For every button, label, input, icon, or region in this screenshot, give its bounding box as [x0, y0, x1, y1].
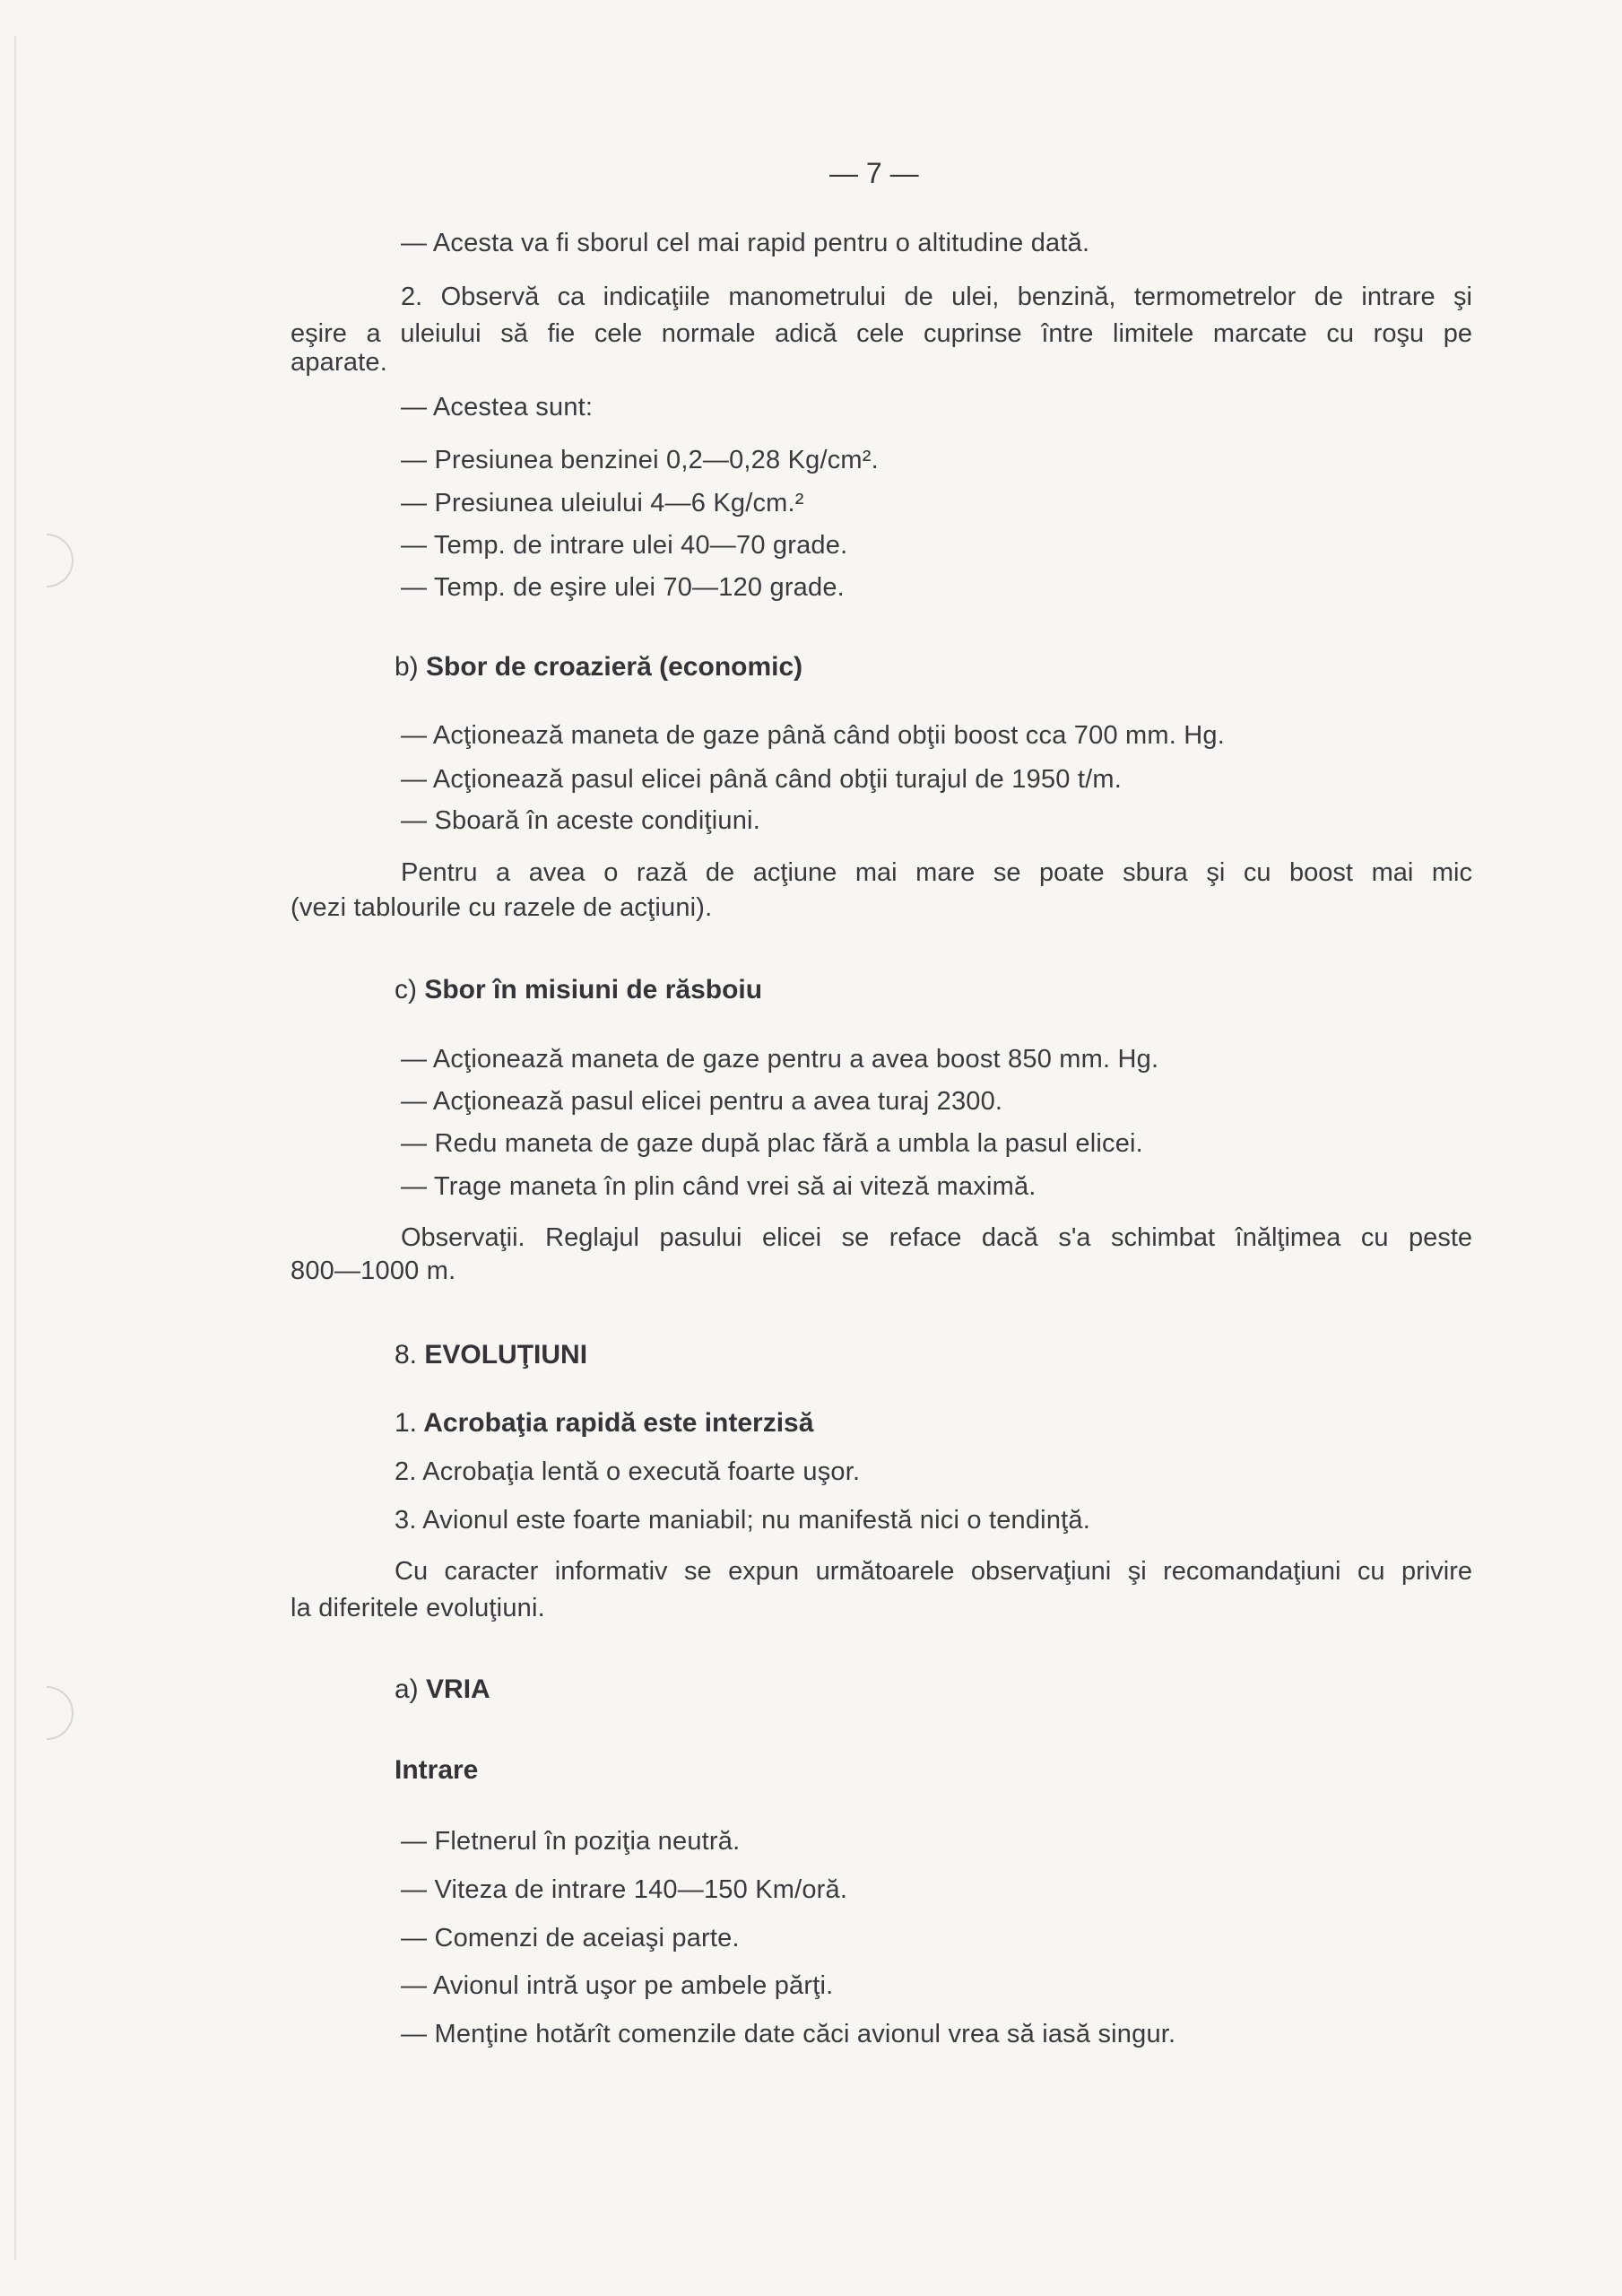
- list-item: — Temp. de intrare ulei 40—70 grade.: [401, 531, 848, 560]
- paragraph-line: la diferitele evoluţiuni.: [291, 1594, 545, 1622]
- paragraph-line: 800—1000 m.: [291, 1257, 456, 1285]
- paragraph-line: eşire a uleiului să fie cele normale adică cele cuprinse între limitele marcate cu roşu pe: [291, 319, 1472, 348]
- numbered-item: [395, 1406, 813, 1440]
- paragraph-line: 2. Observă ca indicaţiile manometrului de ulei, benzină, termometrelor de intrare şi: [401, 283, 1472, 311]
- paragraph-line: (vezi tablourile cu razele de acţiuni).: [291, 893, 713, 922]
- item-text: Acrobaţia rapidă este interzisă: [423, 1408, 814, 1438]
- heading-prefix: a): [395, 1674, 419, 1704]
- list-intro: — Acestea sunt:: [401, 393, 594, 422]
- heading-text: Sbor de croazieră (economic): [426, 652, 803, 682]
- list-item: — Trage maneta în plin când vrei să ai viteză maximă.: [401, 1172, 1037, 1201]
- heading-text: Sbor în misiuni de răsboiu: [424, 975, 763, 1004]
- paragraph-line: Observaţii. Reglajul pasului elicei se reface dacă s'a schimbat înălţimea cu peste: [401, 1223, 1472, 1252]
- paragraph-line: Cu caracter informativ se expun următoarele observaţiuni şi recomandaţiuni cu privire: [395, 1557, 1472, 1586]
- punch-hole-mark: [47, 534, 74, 587]
- subsection-heading: Intrare: [395, 1755, 479, 1785]
- numbered-item: 3. Avionul este foarte maniabil; nu manifestă nici o tendinţă.: [395, 1506, 1091, 1535]
- list-item: — Fletnerul în poziţia neutră.: [401, 1827, 741, 1856]
- heading-text: EVOLUŢIUNI: [424, 1340, 588, 1370]
- list-item: — Acţionează pasul elicei până când obţii turajul de 1950 t/m.: [401, 765, 1122, 794]
- punch-hole-mark: [47, 1686, 74, 1740]
- section-heading: [395, 973, 762, 1007]
- list-item: — Menţine hotărît comenzile date căci avionul vrea să iasă singur.: [401, 2020, 1176, 2048]
- list-item: — Viteza de intrare 140—150 Km/oră.: [401, 1875, 848, 1904]
- list-item: — Comenzi de aceiaşi parte.: [401, 1924, 740, 1952]
- heading-text: VRIA: [426, 1674, 490, 1704]
- list-item: — Sboară în aceste condiţiuni.: [401, 806, 760, 835]
- heading-prefix: c): [395, 975, 417, 1004]
- section-heading: [395, 1338, 587, 1372]
- list-item: — Acţionează maneta de gaze pentru a avea boost 850 mm. Hg.: [401, 1045, 1159, 1074]
- numbered-item: 2. Acrobaţia lentă o execută foarte uşor.: [395, 1457, 861, 1486]
- section-heading: [395, 1673, 490, 1707]
- heading-prefix: b): [395, 652, 419, 682]
- text-line: — Acesta va fi sborul cel mai rapid pentru o altitudine dată.: [401, 229, 1090, 257]
- list-item: — Redu maneta de gaze după plac fără a umbla la pasul elicei.: [401, 1129, 1143, 1158]
- item-number: 1.: [395, 1408, 418, 1438]
- paragraph-line: aparate.: [291, 348, 388, 377]
- list-item: — Avionul intră uşor pe ambele părţi.: [401, 1971, 834, 2000]
- list-item: — Acţionează maneta de gaze până când obţii boost cca 700 mm. Hg.: [401, 721, 1225, 750]
- paragraph-line: Pentru a avea o rază de acţiune mai mare se poate sbura şi cu boost mai mic: [401, 858, 1472, 887]
- list-item: — Temp. de eşire ulei 70—120 grade.: [401, 573, 845, 602]
- binding-edge: [14, 36, 16, 2260]
- list-item: — Presiunea benzinei 0,2—0,28 Kg/cm².: [401, 446, 879, 474]
- list-item: — Presiunea uleiului 4—6 Kg/cm.²: [401, 489, 804, 517]
- heading-prefix: 8.: [395, 1340, 418, 1370]
- list-item: — Acţionează pasul elicei pentru a avea turaj 2300.: [401, 1087, 1003, 1116]
- section-heading: [395, 650, 802, 684]
- page-number: — 7 —: [829, 157, 919, 189]
